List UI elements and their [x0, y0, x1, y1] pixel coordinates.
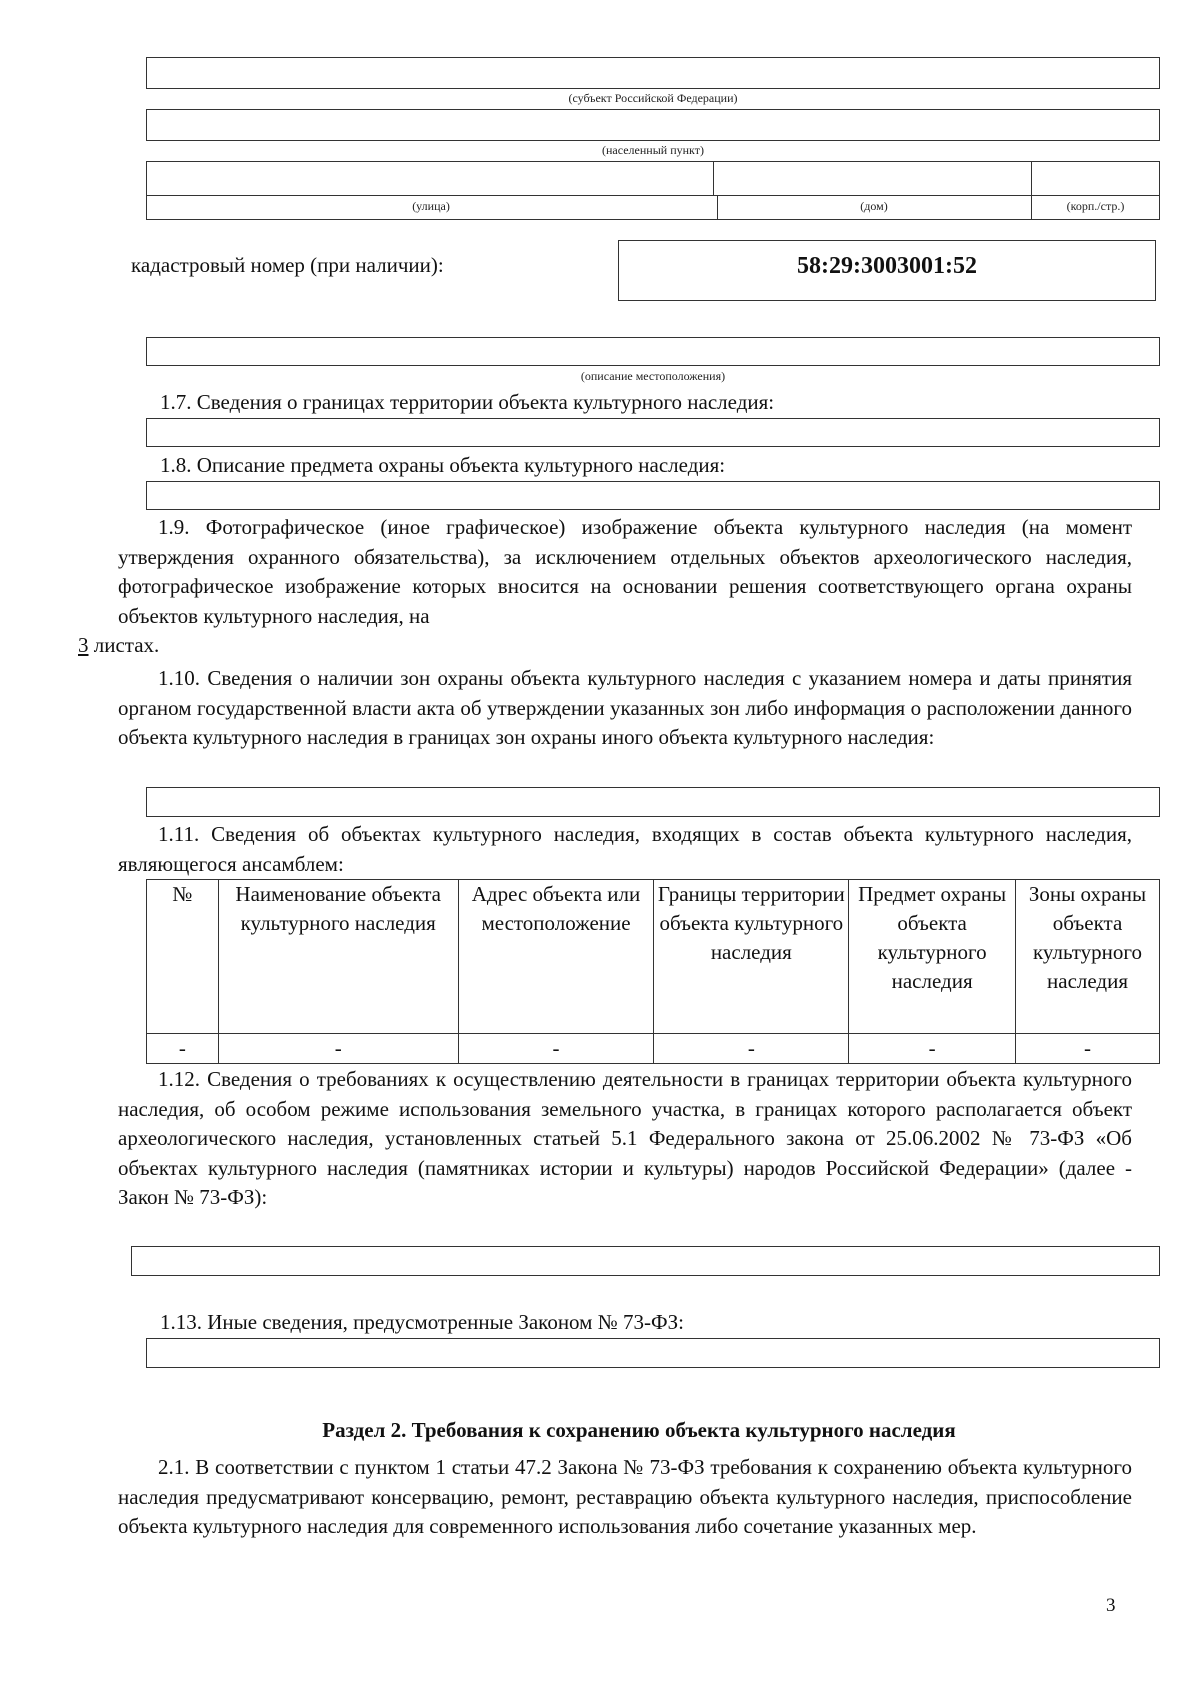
table-row — [147, 1034, 1160, 1064]
section-1-12-field[interactable] — [131, 1246, 1160, 1276]
subject-field[interactable] — [146, 57, 1160, 89]
section-1-12-paragraph: 1.12. Сведения о требованиях к осуществлению деятельности в границах территории объекта культурного наследия, об особом режиме использования земельного участка, в границах которого располагается объект археологического наследия, установленных статьей 5.1 Федерального закона от 25.06.2002 № 73-ФЗ «Об объектах культурного наследия (памятниках истории и культуры) народов Российской Федерации» (далее - Закон № 73-ФЗ): — [118, 1067, 1132, 1209]
table-cell: - — [147, 1034, 219, 1064]
street-house-divider — [713, 161, 714, 196]
section-1-13-heading: 1.13. Иные сведения, предусмотренные Законом № 73-ФЗ: — [160, 1310, 684, 1334]
cadastral-number: 58:29:3003001:52 — [797, 253, 977, 279]
street-caption: (улица) — [412, 199, 450, 213]
building-caption: (корп./стр.) — [1066, 199, 1125, 213]
header-address: Адрес объекта или местоположение — [458, 880, 654, 1034]
section-1-11-paragraph: 1.11. Сведения об объектах культурного наследия, входящих в состав объекта культурного наследия, являющегося ансамблем: — [118, 822, 1132, 876]
street-caption-divider — [146, 195, 1160, 196]
table-cell: - — [654, 1034, 849, 1064]
table-cell: - — [1016, 1034, 1160, 1064]
header-boundaries: Границы территории объекта культурного наследия — [654, 880, 849, 1034]
section-1-9-text: 1.9. Фотографическое (иное графическое) изображение объекта культурного наследия (на момент утверждения охранного обязательства), за исключением отдельных объектов археологического наследия, фотографическое изображение которых вносится на основании решения соответствующего органа охраны объектов культурного наследия, на — [118, 515, 1132, 628]
table-header-row — [147, 880, 1160, 1034]
section-1-10-field[interactable] — [146, 787, 1160, 817]
settlement-field[interactable] — [146, 109, 1160, 141]
section-1-8-field[interactable] — [146, 481, 1160, 510]
cadastral-label: кадастровый номер (при наличии): — [131, 253, 444, 277]
section-1-8-heading: 1.8. Описание предмета охраны объекта культурного наследия: — [160, 453, 726, 477]
section-1-10-paragraph: 1.10. Сведения о наличии зон охраны объекта культурного наследия с указанием номера и даты принятия органом государственной власти акта об утверждении указанных зон либо информация о расположении данного объекта культурного наследия в границах зон охраны иного объекта культурного наследия: — [118, 666, 1132, 749]
house-caption: (дом) — [860, 199, 888, 213]
header-number: № — [147, 880, 219, 1034]
section-2-title: Раздел 2. Требования к сохранению объекта культурного наследия — [322, 1418, 956, 1442]
header-protection-zones: Зоны охраны объекта культурного наследия — [1016, 880, 1160, 1034]
header-name: Наименование объекта культурного наследия — [218, 880, 458, 1034]
settlement-caption: (населенный пункт) — [602, 143, 704, 157]
location-field[interactable] — [146, 337, 1160, 366]
section-1-7-field[interactable] — [146, 418, 1160, 447]
header-protection-subject: Предмет охраны объекта культурного наследия — [849, 880, 1016, 1034]
subject-caption: (субъект Российской Федерации) — [568, 91, 738, 105]
location-caption: (описание местоположения) — [580, 369, 726, 383]
table-cell: - — [458, 1034, 654, 1064]
section-1-13-field[interactable] — [146, 1338, 1160, 1368]
section-2-1-paragraph: 2.1. В соответствии с пунктом 1 статьи 47.2 Закона № 73-ФЗ требования к сохранению объекта культурного наследия предусматривают консервацию, ремонт, реставрацию объекта культурного наследия, приспособление объекта культурного наследия для современного использования либо сочетание указанных мер. — [118, 1455, 1132, 1538]
table-cell: - — [849, 1034, 1016, 1064]
section-1-7-heading: 1.7. Сведения о границах территории объекта культурного наследия: — [160, 390, 775, 414]
table-cell: - — [218, 1034, 458, 1064]
sheets-number: 3 — [78, 633, 89, 657]
section-1-9-paragraph — [78, 513, 1132, 661]
ensemble-objects-table — [146, 879, 1160, 1064]
page-number: 3 — [1106, 1595, 1116, 1616]
sheets-suffix: листах. — [88, 633, 160, 657]
